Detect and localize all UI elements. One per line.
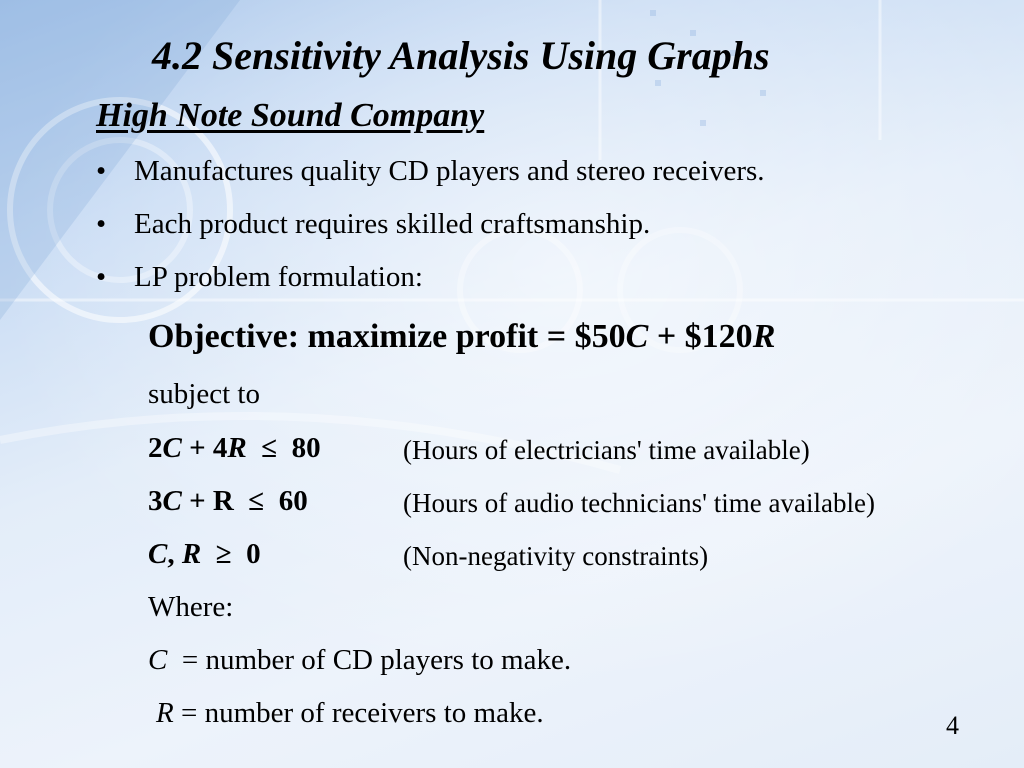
constraint-audio-technicians xyxy=(148,485,308,518)
bullet-icon: • xyxy=(96,208,107,240)
bullet-item xyxy=(96,261,423,294)
constraint-part: + 4 xyxy=(181,432,228,464)
definition-r xyxy=(156,697,544,730)
definition-text: = number of receivers to make. xyxy=(173,697,544,729)
constraint-var: R xyxy=(181,538,202,570)
constraint-var: R xyxy=(227,432,247,464)
definition-var: C xyxy=(148,644,168,676)
bullet-icon: • xyxy=(96,155,107,187)
constraint-part: ≥ 0 xyxy=(201,538,261,570)
constraint-var: C xyxy=(162,432,182,464)
constraint-note-non-negativity: (Non-negativity constraints) xyxy=(403,541,709,571)
objective-function xyxy=(148,318,775,356)
definition-text: = number of CD players to make. xyxy=(167,644,572,676)
constraint-part: + R ≤ 60 xyxy=(181,485,308,517)
objective-prefix: Objective: maximize profit = $50 xyxy=(148,318,626,355)
constraint-var: C xyxy=(148,538,168,570)
company-subtitle: High Note Sound Company xyxy=(96,97,485,134)
bullet-text: Manufactures quality CD players and stereo receivers. xyxy=(134,155,765,187)
constraint-var: C xyxy=(162,485,182,517)
definition-var: R xyxy=(156,697,174,729)
constraint-part: 2 xyxy=(148,432,163,464)
constraint-part: 3 xyxy=(148,485,163,517)
constraint-part: ≤ 80 xyxy=(246,432,321,464)
constraint-electricians xyxy=(148,432,321,465)
bullet-item xyxy=(96,208,650,241)
slide-title: 4.2 Sensitivity Analysis Using Graphs xyxy=(152,33,770,78)
objective-var-c: C xyxy=(625,318,649,355)
subject-to-label: subject to xyxy=(148,378,260,410)
bullet-item xyxy=(96,155,765,188)
bullet-text: Each product requires skilled craftsmanship. xyxy=(134,208,651,240)
constraint-note-audio-technicians: (Hours of audio technicians' time available) xyxy=(403,488,875,518)
definition-c xyxy=(148,644,571,677)
constraint-part: , xyxy=(167,538,182,570)
bullet-icon: • xyxy=(96,261,107,293)
objective-middle: + $120 xyxy=(648,318,753,355)
where-label: Where: xyxy=(148,591,234,623)
constraint-non-negativity xyxy=(148,538,261,571)
objective-var-r: R xyxy=(752,318,776,355)
constraint-note-electricians: (Hours of electricians' time available) xyxy=(403,435,810,465)
bullet-text: LP problem formulation: xyxy=(134,261,423,293)
page-number: 4 xyxy=(946,711,959,740)
